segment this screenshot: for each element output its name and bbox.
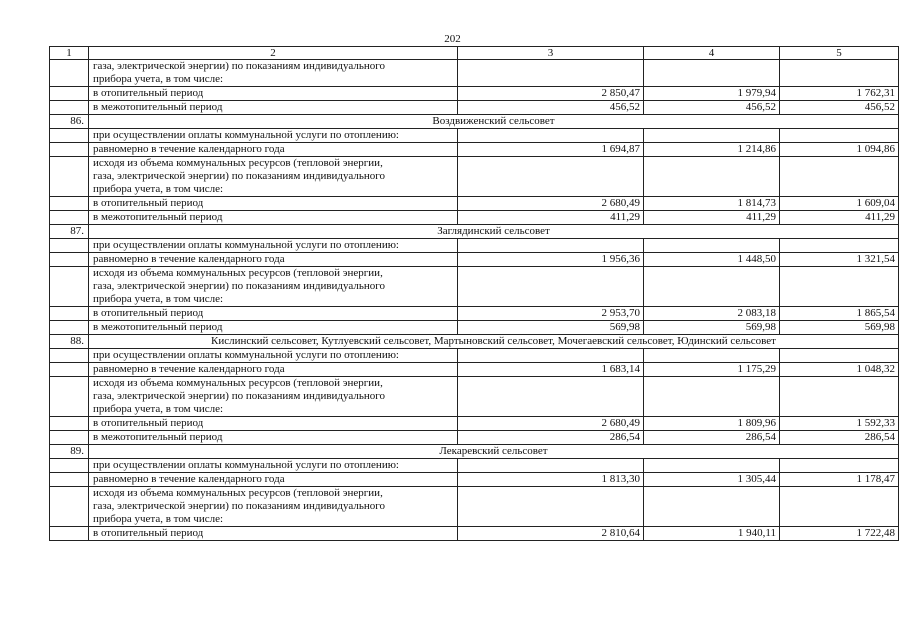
- value-cell-4: 569,98: [644, 321, 780, 335]
- description-line: при осуществлении оплаты коммунальной услуги по отоплению:: [93, 459, 399, 471]
- value-cell-3: [458, 459, 644, 473]
- value-row: [50, 197, 899, 211]
- row-label: равномерно в течение календарного года: [89, 363, 458, 377]
- value-cell-4: 2 083,18: [644, 307, 780, 321]
- value-cell-4: 1 809,96: [644, 417, 780, 431]
- value-cell-4: 286,54: [644, 431, 780, 445]
- index-cell: [50, 321, 89, 335]
- index-cell: [50, 459, 89, 473]
- index-cell: [50, 87, 89, 101]
- value-row: [50, 253, 899, 267]
- value-cell-4: 1 448,50: [644, 253, 780, 267]
- value-cell-3: [458, 267, 644, 307]
- value-cell-4: 1 814,73: [644, 197, 780, 211]
- section-index: 88.: [50, 335, 89, 349]
- row-label: равномерно в течение календарного года: [89, 253, 458, 267]
- value-cell-5: 1 048,32: [780, 363, 899, 377]
- index-cell: [50, 211, 89, 225]
- index-cell: [50, 417, 89, 431]
- value-cell-4: [644, 239, 780, 253]
- value-cell-4: 1 175,29: [644, 363, 780, 377]
- description-row: [50, 487, 899, 527]
- value-row: [50, 527, 899, 541]
- value-cell-5: [780, 487, 899, 527]
- description-cell: [89, 349, 458, 363]
- section-index: 89.: [50, 445, 89, 459]
- row-label: равномерно в течение календарного года: [89, 143, 458, 157]
- value-cell-5: 456,52: [780, 101, 899, 115]
- value-cell-4: [644, 267, 780, 307]
- index-cell: [50, 377, 89, 417]
- tariff-table: [49, 46, 899, 541]
- description-line: при осуществлении оплаты коммунальной услуги по отоплению:: [93, 129, 399, 141]
- value-cell-5: [780, 349, 899, 363]
- description-cell: [89, 377, 458, 417]
- header-cell: 2: [89, 47, 458, 60]
- description-row: [50, 459, 899, 473]
- description-cell: [89, 157, 458, 197]
- value-cell-3: 1 956,36: [458, 253, 644, 267]
- description-line: газа, электрической энергии) по показаниям индивидуального: [93, 390, 385, 402]
- index-cell: [50, 157, 89, 197]
- description-line: газа, электрической энергии) по показаниям индивидуального: [93, 170, 385, 182]
- value-cell-3: [458, 239, 644, 253]
- value-row: [50, 473, 899, 487]
- row-label: в отопительный период: [89, 527, 458, 541]
- value-row: [50, 417, 899, 431]
- value-row: [50, 101, 899, 115]
- row-label: равномерно в течение календарного года: [89, 473, 458, 487]
- description-line: исходя из объема коммунальных ресурсов (тепловой энергии,: [93, 487, 383, 499]
- value-cell-3: [458, 157, 644, 197]
- value-cell-4: [644, 60, 780, 87]
- description-row: [50, 157, 899, 197]
- description-line: при осуществлении оплаты коммунальной услуги по отоплению:: [93, 349, 399, 361]
- value-cell-5: 1 592,33: [780, 417, 899, 431]
- value-row: [50, 143, 899, 157]
- description-line: исходя из объема коммунальных ресурсов (тепловой энергии,: [93, 157, 383, 169]
- row-label: в отопительный период: [89, 197, 458, 211]
- value-cell-4: 1 214,86: [644, 143, 780, 157]
- value-cell-3: 2 810,64: [458, 527, 644, 541]
- value-cell-3: [458, 377, 644, 417]
- value-cell-5: [780, 60, 899, 87]
- description-row: [50, 349, 899, 363]
- section-title: Воздвиженский сельсовет: [89, 115, 899, 129]
- value-cell-5: 411,29: [780, 211, 899, 225]
- section-title: Лекаревский сельсовет: [89, 445, 899, 459]
- header-cell: 1: [50, 47, 89, 60]
- section-title: Заглядинский сельсовет: [89, 225, 899, 239]
- description-line: прибора учета, в том числе:: [93, 513, 224, 525]
- row-label: в отопительный период: [89, 307, 458, 321]
- row-label: в отопительный период: [89, 417, 458, 431]
- value-cell-3: 2 680,49: [458, 417, 644, 431]
- index-cell: [50, 363, 89, 377]
- value-cell-4: [644, 157, 780, 197]
- row-label: в межотопительный период: [89, 211, 458, 225]
- row-label: в межотопительный период: [89, 101, 458, 115]
- value-cell-5: [780, 267, 899, 307]
- section-row: [50, 115, 899, 129]
- description-line: газа, электрической энергии) по показаниям индивидуального: [93, 60, 385, 72]
- value-cell-3: 2 850,47: [458, 87, 644, 101]
- description-line: прибора учета, в том числе:: [93, 403, 224, 415]
- description-cell: [89, 459, 458, 473]
- index-cell: [50, 431, 89, 445]
- value-cell-3: [458, 487, 644, 527]
- description-line: прибора учета, в том числе:: [93, 183, 224, 195]
- header-row: [50, 47, 899, 60]
- value-cell-5: 1 094,86: [780, 143, 899, 157]
- section-title: Кислинский сельсовет, Кутлуевский сельсовет, Мартыновский сельсовет, Мочегаевский сельсовет, Юдинский сельсовет: [89, 335, 899, 349]
- value-cell-5: 1 762,31: [780, 87, 899, 101]
- value-cell-3: 1 813,30: [458, 473, 644, 487]
- description-cell: [89, 129, 458, 143]
- value-cell-5: 1 321,54: [780, 253, 899, 267]
- index-cell: [50, 307, 89, 321]
- row-label: в отопительный период: [89, 87, 458, 101]
- section-index: 86.: [50, 115, 89, 129]
- value-cell-3: 286,54: [458, 431, 644, 445]
- index-cell: [50, 527, 89, 541]
- index-cell: [50, 143, 89, 157]
- value-cell-3: 1 683,14: [458, 363, 644, 377]
- value-cell-5: [780, 459, 899, 473]
- section-row: [50, 335, 899, 349]
- value-cell-4: 1 305,44: [644, 473, 780, 487]
- value-cell-5: [780, 129, 899, 143]
- value-cell-3: [458, 129, 644, 143]
- index-cell: [50, 487, 89, 527]
- value-cell-5: [780, 239, 899, 253]
- description-cell: [89, 239, 458, 253]
- value-cell-5: 1 865,54: [780, 307, 899, 321]
- description-cell: [89, 487, 458, 527]
- description-row: [50, 239, 899, 253]
- index-cell: [50, 197, 89, 211]
- index-cell: [50, 349, 89, 363]
- description-line: прибора учета, в том числе:: [93, 73, 224, 85]
- value-cell-3: [458, 349, 644, 363]
- value-cell-3: 411,29: [458, 211, 644, 225]
- value-row: [50, 321, 899, 335]
- index-cell: [50, 239, 89, 253]
- value-cell-3: 2 953,70: [458, 307, 644, 321]
- value-cell-5: 1 178,47: [780, 473, 899, 487]
- value-cell-3: [458, 60, 644, 87]
- description-row: [50, 267, 899, 307]
- description-line: газа, электрической энергии) по показаниям индивидуального: [93, 500, 385, 512]
- section-row: [50, 225, 899, 239]
- value-cell-5: [780, 377, 899, 417]
- index-cell: [50, 101, 89, 115]
- section-index: 87.: [50, 225, 89, 239]
- value-row: [50, 363, 899, 377]
- value-row: [50, 307, 899, 321]
- index-cell: [50, 60, 89, 87]
- description-line: газа, электрической энергии) по показаниям индивидуального: [93, 280, 385, 292]
- value-cell-4: [644, 487, 780, 527]
- value-cell-5: [780, 157, 899, 197]
- value-row: [50, 431, 899, 445]
- value-cell-4: [644, 129, 780, 143]
- value-cell-3: 569,98: [458, 321, 644, 335]
- description-line: исходя из объема коммунальных ресурсов (тепловой энергии,: [93, 267, 383, 279]
- value-cell-4: 1 979,94: [644, 87, 780, 101]
- value-cell-4: 1 940,11: [644, 527, 780, 541]
- description-line: исходя из объема коммунальных ресурсов (тепловой энергии,: [93, 377, 383, 389]
- header-cell: 4: [644, 47, 780, 60]
- value-row: [50, 87, 899, 101]
- value-cell-5: 1 609,04: [780, 197, 899, 211]
- description-cell: [89, 60, 458, 87]
- value-cell-4: [644, 459, 780, 473]
- description-row: [50, 377, 899, 417]
- value-cell-4: 456,52: [644, 101, 780, 115]
- value-cell-5: 1 722,48: [780, 527, 899, 541]
- row-label: в межотопительный период: [89, 431, 458, 445]
- index-cell: [50, 129, 89, 143]
- index-cell: [50, 253, 89, 267]
- value-cell-3: 1 694,87: [458, 143, 644, 157]
- header-cell: 5: [780, 47, 899, 60]
- index-cell: [50, 473, 89, 487]
- value-row: [50, 211, 899, 225]
- value-cell-5: 286,54: [780, 431, 899, 445]
- description-cell: [89, 267, 458, 307]
- page-number: 202: [444, 33, 461, 45]
- description-line: прибора учета, в том числе:: [93, 293, 224, 305]
- section-row: [50, 445, 899, 459]
- description-line: при осуществлении оплаты коммунальной услуги по отоплению:: [93, 239, 399, 251]
- value-cell-5: 569,98: [780, 321, 899, 335]
- value-cell-4: 411,29: [644, 211, 780, 225]
- description-row: [50, 60, 899, 87]
- header-cell: 3: [458, 47, 644, 60]
- value-cell-3: 456,52: [458, 101, 644, 115]
- value-cell-4: [644, 377, 780, 417]
- value-cell-3: 2 680,49: [458, 197, 644, 211]
- row-label: в межотопительный период: [89, 321, 458, 335]
- description-row: [50, 129, 899, 143]
- index-cell: [50, 267, 89, 307]
- value-cell-4: [644, 349, 780, 363]
